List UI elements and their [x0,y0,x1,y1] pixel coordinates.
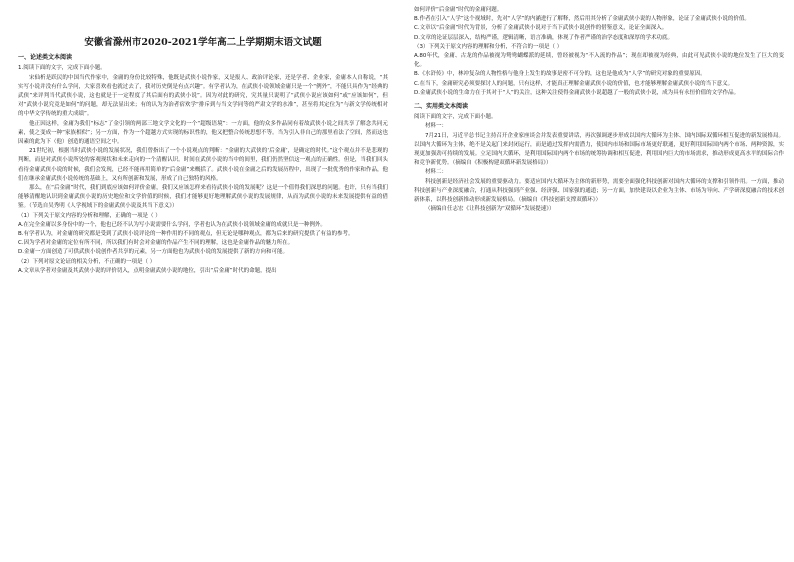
paragraph: 21世纪初，根据当时武侠小说的发展状况，我们曾指出了一个小说观点的判断：“金庸的大武侠的‘后金庸’，是确定的时代。”这个观点并不是悲观的判断，而是对武侠小说所处的客观现状和未来走向的一个清醒认识。时间在武侠小说的当中的间里，我们仍然坚信这一观点的正确性。但是，当我们回头看待金庸武侠小说的时候，我们会发现，已经不能再用简单的“后金庸”来概括了。武侠小说在金庸之后的发展历程中，出现了一批优秀的作家和作品，他们在继承金庸武侠小说传统的基础上，又有所创新和发展，形成了自己独特的风格。 [18,148,388,182]
source-note: （摘编自任志宏《让科技创新为“双循环”发展提速》） [425,206,555,213]
option: C.在当下，金庸研究必须要探讨人的问题，只有这样，才能真正理解金庸武侠小说的价值，也才能够理解金庸武侠小说的当下意义。 [414,80,734,87]
option: D.金庸武侠小说的生命力在于其对于“人”的关注，这种关注使得金庸武侠小说超越了一般的武侠小说，成为具有永恒价值的文学作品。 [414,89,740,96]
paragraph: 科技创新是经济社会发展的重要驱动力。要适应国内大循环为主体的新形势，需要全面强化科技创新对国内大循环的支撑和引领作用。一方面，推动科技创新与产业深度融合，打通从科技强到产业强、经济强、国家强的通道；另一方面，加快建设以企业为主体、市场为导向、产学研深度融合的技术创新体系，以科技创新推动形成新发展格局。（摘编自《科技创新支撑双循环》） [414,178,784,204]
section-heading-1: 一、论述类文本阅读 [18,54,73,62]
option: B.作者在引入“人学”这个视域时，先对“人学”的内涵进行了解释，然后用其分析了金庸武侠小说的人物形象，论证了金庸武侠小说的价值。 [414,16,750,23]
material-label: 材料二： [425,169,448,176]
option: A.80年代，金庸、古龙的作品被视为鸳鸯蝴蝶派的延续，曾经被视为“不入流的作品”；现在却被视为经典，由此可见武侠小说的地位发生了巨大的变化。 [414,53,784,69]
paragraph: 宋仙析是跃民的中国当代作家中，金庸的身份比较特殊，他既是武侠小说作家，又是报人、政治评论家，还是学者、企业家，金庸本人自称说，“其实写小说并没有什么学问，大家喜欢看也就过去了，我对历史倒是有点兴趣”。有学者认为，在武侠小说领域金庸只是一个“例外”，不能只具作为“经典的武侠”来评判当代武侠小说，这也就是于一定程度了其后面有的武侠小说”。因为对此的研究，究其量只说明了“武侠小说应该如何”或“应该如何”，但对“武侠小说究竟是如何”的问题，却无法显出来；有的认为为治者宿欢学“排斥到与当文学同等的严肃文学的水准”，甚至将其定位为“与新文学传统相对的中华文学传统的重大成绩”。 [18,74,388,118]
option: B.有学者认为，对金庸的研究都是受到了武侠小说评论的一种作用的不同的观点，但无论是哪种观点，都为后来的研究提供了有益的参考。 [18,231,354,238]
paragraph: 他正因这样，金庸为我们“标志”了金引领的两部三地文学文化的一个“超级语境”：一方面，他的众多作品同有着故武侠小说之间共享了解念共同元素，使之变成一种“家族相似”；另一方面，作为一个超越方式实现的标识性的，他又把整合传统思想不等。当为引入非自己的那里看法了空间，然而这也因素的此为下（他）创造的通语空间之中。 [18,120,388,146]
section-heading-2: 二、实用类文本阅读 [414,103,469,111]
question-3: （3）下列关于原文内容的理解和分析，不符合的一项是（ ） [414,43,563,50]
option: A.在完全金庸以多身份中的一个，他也已经不认为写小说需要什么学问，学者也认为在武侠小说领域金庸的成就只是一种例外。 [18,221,326,228]
question-intro: 阅读下面的文字，完成下面小题。 [414,114,497,121]
question-2: （2）下列对原文论证的相关分析，不正确的一项是（ ） [18,258,156,265]
option: D.文章的论证层层深入，结构严谨，逻辑清晰，语言准确，体现了作者严谨的治学态度和深厚的学术功底。 [414,34,673,41]
question-1: （1）下列关于原文内容的分析和理解，正确的一项是（ ） [18,212,161,219]
paragraph: 那么，在“后金庸”时代，我们到底应该如何评价金庸，我们又应该怎样来看待武侠小说的发展呢？这是一个值得我们深思的问题。也许，只有当我们能够清醒地认识到金庸武侠小说的历史地位和文学价值的时候，我们才能够更好地理解武侠小说的发展规律，从而为武侠小说的未来发展提供有益的借鉴。（节选自吴秀明《人学视域下的金庸武侠小说及其当下意义》） [18,185,388,210]
page-title: 安徽省滁州市2020-2021学年高二上学期期末语文试题 [84,37,322,48]
right-column [414,6,784,214]
option: C.因为学者对金庸的定位有所不同，所以我们有时会对金庸的作品产生不同的理解，这也是金庸作品的魅力所在。 [18,240,294,247]
paragraph: 7月21日，习近平总书记主持召开企业家座谈会并发表重要讲话，再次强调逐步形成以国内大循环为主体、国内国际双循环相互促进的新发展格局。以国内大循环为主体，绝不是关起门来封闭运行，而是通过发挥内需潜力，使国内市场和国际市场更好联通，更好利用国际国内两个市场、两种资源，实现更加强劲可持续的发展。立足国内大循环，是利用国际国内两个市场的统筹协调和相互促进，利用国内巨大的市场需求，推动形成更高水平的国际合作和竞争新优势。（摘编自《积极构建双循环新发展格局》） [414,132,784,167]
continued-text: 如何评价“后金庸”时代的金庸问题。 [414,7,503,13]
material-label: 材料一： [425,123,448,130]
question-intro: 1.阅读下面的文字，完成下面小题。 [18,65,106,72]
option: A.文章从学者对金庸及其武侠小说的评价切入，点明金庸武侠小说的地位，引出“后金庸”时代的命题，提出 [18,267,277,274]
left-column [18,0,388,276]
option: B.《水浒传》中，林冲复杂的人物性格与他身上发生的故事是密不可分的，这也是他成为“人学”的研究对象的重要原因。 [414,71,706,78]
option: D.金庸一方面创造了可供武侠小说创作者共享的元素，另一方面他也为武侠小说的发展提供了新的方向和可能。 [18,249,288,256]
option: C.文章以“后金庸”时代为背景，分析了金庸武侠小说对于当下武侠小说创作的借鉴意义，论证全面深入。 [414,25,668,32]
